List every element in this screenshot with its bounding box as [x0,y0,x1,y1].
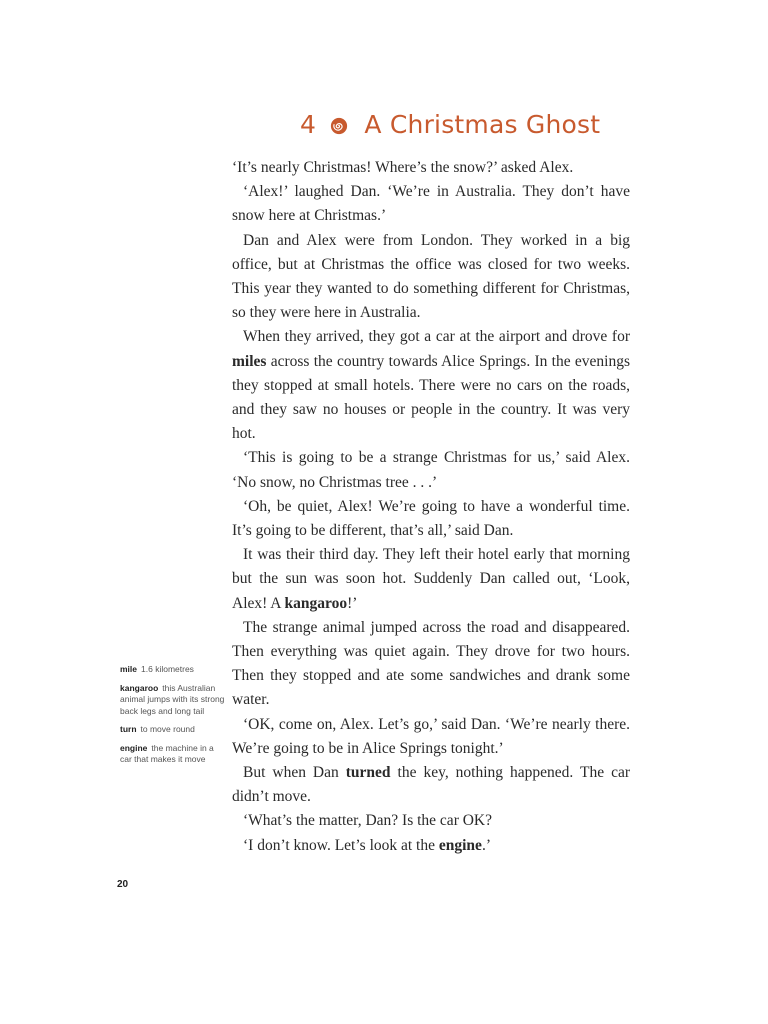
glossary-word-turned: turned [345,764,391,782]
glossary-definition: the machine in a car that makes it move [120,742,214,764]
chapter-number: 4 [300,110,317,139]
paragraph: But when Dan turned the key, nothing happened. The car didn’t move. [232,764,630,806]
paragraph: It was their third day. They left their hotel early that morning but the sun was soon hot. Suddenly Dan called out, ‘Look, Alex! A kangaroo!’ [232,546,630,612]
chapter-title [300,110,600,139]
glossary-definition: 1.6 kilometres [141,664,194,674]
glossary-definition: to move round [140,724,195,734]
paragraph: ‘Alex!’ laughed Dan. ‘We’re in Australia. They don’t have snow here at Christmas.’ [232,183,630,225]
glossary-entry [120,724,226,736]
glossary-term: mile [120,664,138,674]
glossary-term: engine [120,742,148,753]
glossary-definition: this Australian animal jumps with its strong back legs and long tail [120,682,225,716]
glossary-word-kangaroo: kangaroo [284,594,348,612]
paragraph: ‘What’s the matter, Dan? Is the car OK? [243,812,492,830]
page-number: 20 [117,879,129,890]
glossary-word-miles: miles [232,352,267,370]
paragraph: Dan and Alex were from London. They worked in a big office, but at Christmas the office was closed for two weeks. This year they wanted to do something different for Christmas, so they were here in Australia. [232,231,630,322]
paragraph: ‘It’s nearly Christmas! Where’s the snow?’ asked Alex. [232,159,574,176]
paragraph: The strange animal jumped across the road and disappeared. Then everything was quiet again. They drove for two hours. Then they stopped and ate some sandwiches and drank some water. [232,618,630,709]
paragraph: ‘I don’t know. Let’s look at the engine.’ [243,836,491,854]
glossary-entry [120,683,226,718]
glossary-sidebar [120,664,226,773]
glossary-entry [120,743,226,766]
spiral-icon [330,117,348,135]
paragraph: ‘Oh, be quiet, Alex! We’re going to have a wonderful time. It’s going to be different, that’s all,’ said Dan. [232,497,630,540]
glossary-term: turn [120,724,137,734]
story-text [232,156,630,858]
chapter-title-text: A Christmas Ghost [364,110,601,139]
paragraph: ‘OK, come on, Alex. Let’s go,’ said Dan. ‘We’re nearly there. We’re going to be in Alice Springs tonight.’ [232,715,630,757]
glossary-word-engine: engine [438,836,482,854]
paragraph: When they arrived, they got a car at the airport and drove for miles across the country towards Alice Springs. In the evenings they stopped at small hotels. There were no cars on the roads, and they saw no houses or people in the country. It was very hot. [232,328,630,443]
glossary-term: kangaroo [120,682,159,693]
paragraph: ‘This is going to be a strange Christmas for us,’ said Alex. ‘No snow, no Christmas tree . . .’ [232,449,630,491]
glossary-entry [120,664,226,676]
